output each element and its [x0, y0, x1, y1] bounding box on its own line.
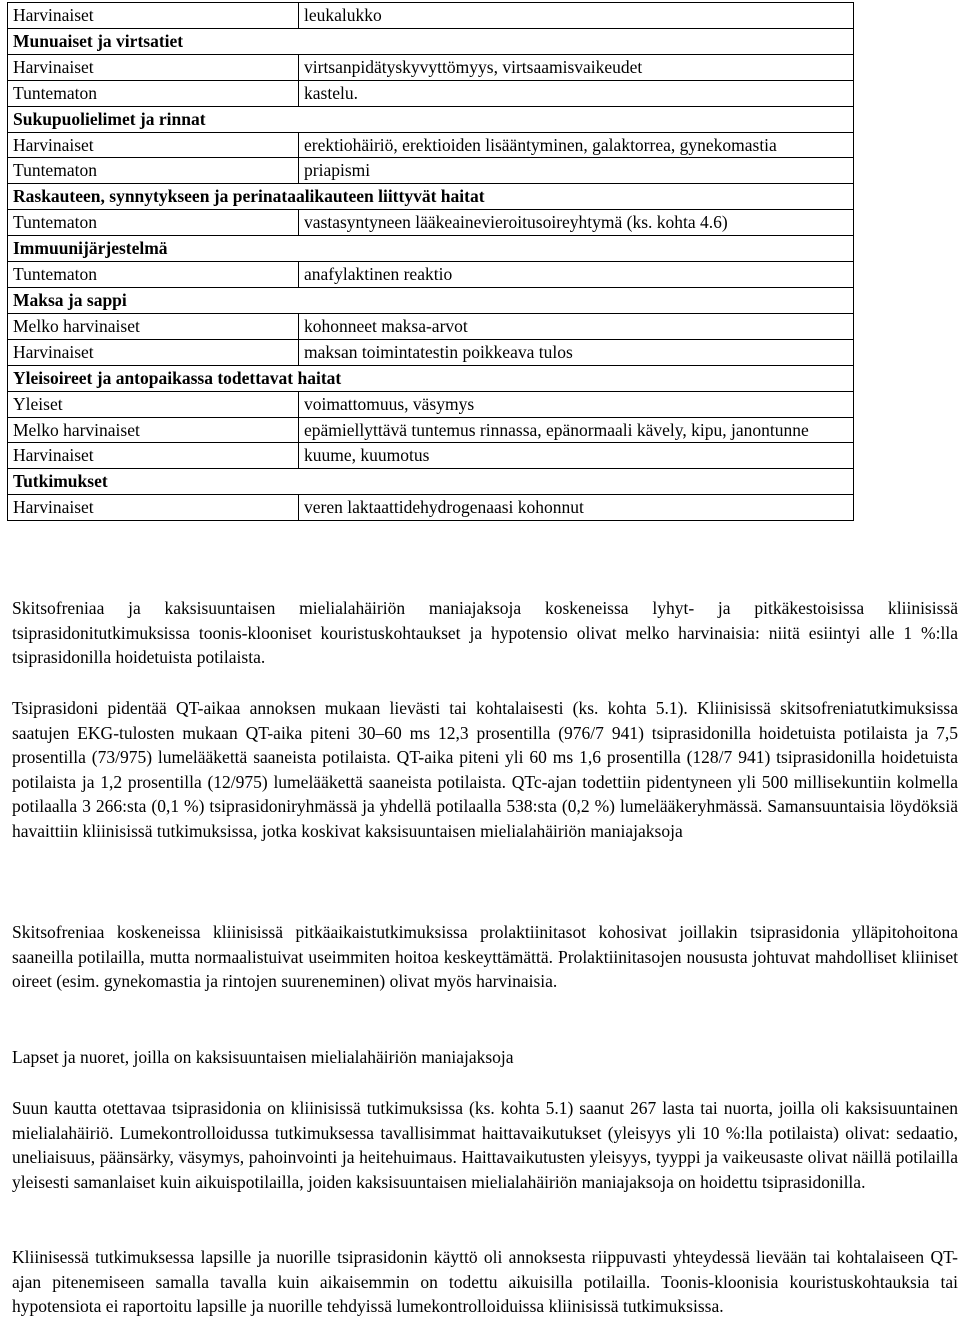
- frequency-cell: Harvinaiset: [8, 3, 299, 29]
- frequency-cell: Harvinaiset: [8, 495, 299, 521]
- table-row: [8, 3, 854, 29]
- frequency-cell: Tuntematon: [8, 158, 299, 184]
- section-header-cell: Maksa ja sappi: [8, 288, 854, 314]
- table-row: [8, 443, 854, 469]
- frequency-cell: Harvinaiset: [8, 340, 299, 366]
- frequency-cell: Tuntematon: [8, 81, 299, 107]
- table-section-header: [8, 236, 854, 262]
- frequency-cell: Tuntematon: [8, 210, 299, 236]
- section-header-cell: Immuunijärjestelmä: [8, 236, 854, 262]
- frequency-cell: Melko harvinaiset: [8, 314, 299, 340]
- frequency-cell: Melko harvinaiset: [8, 418, 299, 443]
- table-row: [8, 133, 854, 158]
- paragraph-seizures: [12, 596, 958, 670]
- table-row: [8, 392, 854, 418]
- frequency-cell: Yleiset: [8, 392, 299, 418]
- paragraph-prolactin: [12, 920, 958, 994]
- paragraph-text: Skitsofreniaa koskeneissa kliinisissä pitkäaikaistutkimuksissa prolaktiinitasot kohosivat joillakin tsiprasidonia ylläpitohoitona saaneilla potilailla, mutta normaalistuivat useimmiten hoitoa keskeyttämättä. Prolaktiinitasojen noususta johtuvat mahdolliset kliiniset oireet (esim. gynekomastia ja rintojen suureneminen) olivat myös harvinaisia.: [12, 922, 958, 992]
- subheading-children-adolescents: [12, 1045, 958, 1070]
- frequency-cell: Tuntematon: [8, 262, 299, 288]
- effect-cell: kuume, kuumotus: [299, 443, 854, 469]
- paragraph-qt-prolongation: [12, 696, 958, 844]
- paragraph-text: Suun kautta otettavaa tsiprasidonia on kliinisissä tutkimuksissa (ks. kohta 5.1) saanut 267 lasta tai nuorta, joilla oli kaksisuuntainen mielialahäiriö. Lumekontrolloidussa tutkimuksessa tavallisimmat haittavaikutukset (yleisyys yli 10 %:lla potilaista) olivat: sedaatio, uneliaisuus, päänsärky, väsymys, pahoinvointi ja heitehuimaus. Haittavaikutusten yleisyys, tyyppi ja vaikeusaste olivat näillä potilailla yleisesti samanlaiset kuin aikuispotilailla, joiden kaksisuuntaisen mielialahäiriön maniajaksoja on hoidettu tsiprasidonilla.: [12, 1098, 958, 1192]
- paragraph-text: Kliinisessä tutkimuksessa lapsille ja nuorille tsiprasidonin käyttö oli annoksesta riippuvasti yhteydessä lievään tai kohtalaiseen QT-ajan pitenemiseen samalla tavalla kuin aikaisemmin on todettu aikuisilla potilailla. Toonis-kloonisia kouristuskohtauksia tai hypotensiota ei raportoitu lapsille ja nuorille tehdyissä lumekontrolloiduissa kliinisissä tutkimuksissa.: [12, 1247, 958, 1317]
- frequency-cell: Harvinaiset: [8, 443, 299, 469]
- table-row: [8, 210, 854, 236]
- effect-cell: vastasyntyneen lääkeainevieroitusoireyhtymä (ks. kohta 4.6): [299, 210, 854, 236]
- effect-cell: leukalukko: [299, 3, 854, 29]
- frequency-cell: Harvinaiset: [8, 55, 299, 81]
- effect-cell: erektiohäiriö, erektioiden lisääntyminen, galaktorrea, gynekomastia: [299, 133, 854, 158]
- effect-cell: kohonneet maksa-arvot: [299, 314, 854, 340]
- section-header-cell: Raskauteen, synnytykseen ja perinataalikauteen liittyvät haitat: [8, 184, 854, 210]
- effect-cell: priapismi: [299, 158, 854, 184]
- effect-cell: voimattomuus, väsymys: [299, 392, 854, 418]
- paragraph-pediatric-qt: [12, 1245, 958, 1319]
- paragraph-text: Tsiprasidoni pidentää QT-aikaa annoksen mukaan lievästi tai kohtalaisesti (ks. kohta 5.1). Kliinisissä skitsofreniatutkimuksissa saatujen EKG-tulosten mukaan QT-aika piteni 30–60 ms 12,3 prosentilla (976/7 941) tsiprasidonilla hoidetuista potilaista ja 7,5 prosentilla (73/975) lumelääkettä saaneista potilaista. QT-aika piteni yli 60 ms 1,6 prosentilla (128/7 941) tsiprasidonilla hoidetuista potilaista ja 1,2 prosentilla (12/975) lumelääkettä saaneista potilaista. QTc-ajan todettiin pidentyneen yli 500 millisekuntiin kolmella potilaalla 3 266:sta (0,1 %) tsiprasidoniryhmässä ja yhdellä potilaalla 538:sta (0,2 %) lumelääkeryhmässä. Samansuuntaisia löydöksiä havaittiin kliinisissä tutkimuksissa, jotka koskivat kaksisuuntaisen mielialahäiriön maniajaksoja: [12, 698, 958, 841]
- section-header-cell: Tutkimukset: [8, 469, 854, 495]
- effect-cell: virtsanpidätyskyvyttömyys, virtsaamisvaikeudet: [299, 55, 854, 81]
- section-header-cell: Sukupuolielimet ja rinnat: [8, 107, 854, 133]
- section-header-cell: Yleisoireet ja antopaikassa todettavat haitat: [8, 366, 854, 392]
- effect-cell: epämiellyttävä tuntemus rinnassa, epänormaali kävely, kipu, janontunne: [299, 418, 854, 443]
- table-row: [8, 418, 854, 443]
- table-section-header: [8, 107, 854, 133]
- table-section-header: [8, 366, 854, 392]
- table-row: [8, 55, 854, 81]
- table-row: [8, 495, 854, 521]
- table-section-header: [8, 184, 854, 210]
- adverse-effects-table: [7, 2, 854, 521]
- table-row: [8, 81, 854, 107]
- table-row: [8, 262, 854, 288]
- section-header-cell: Munuaiset ja virtsatiet: [8, 29, 854, 55]
- paragraph-text: Skitsofreniaa ja kaksisuuntaisen mielialahäiriön maniajaksoja koskeneissa lyhyt- ja pitkäkestoisissa kliinisissä tsiprasidonitutkimuksissa toonis-klooniset kouristuskohtaukset ja hypotensio olivat melko harvinaisia: niitä esiintyi alle 1 %:lla tsiprasidonilla hoidetuista potilaista.: [12, 598, 958, 668]
- effect-cell: anafylaktinen reaktio: [299, 262, 854, 288]
- table-section-header: [8, 469, 854, 495]
- effect-cell: veren laktaattidehydrogenaasi kohonnut: [299, 495, 854, 521]
- effect-cell: kastelu.: [299, 81, 854, 107]
- effect-cell: maksan toimintatestin poikkeava tulos: [299, 340, 854, 366]
- paragraph-pediatric-trials: [12, 1096, 958, 1194]
- table-row: [8, 340, 854, 366]
- table-row: [8, 314, 854, 340]
- table-row: [8, 158, 854, 184]
- frequency-cell: Harvinaiset: [8, 133, 299, 158]
- table-section-header: [8, 29, 854, 55]
- table-section-header: [8, 288, 854, 314]
- subheading-text: Lapset ja nuoret, joilla on kaksisuuntaisen mielialahäiriön maniajaksoja: [12, 1047, 514, 1067]
